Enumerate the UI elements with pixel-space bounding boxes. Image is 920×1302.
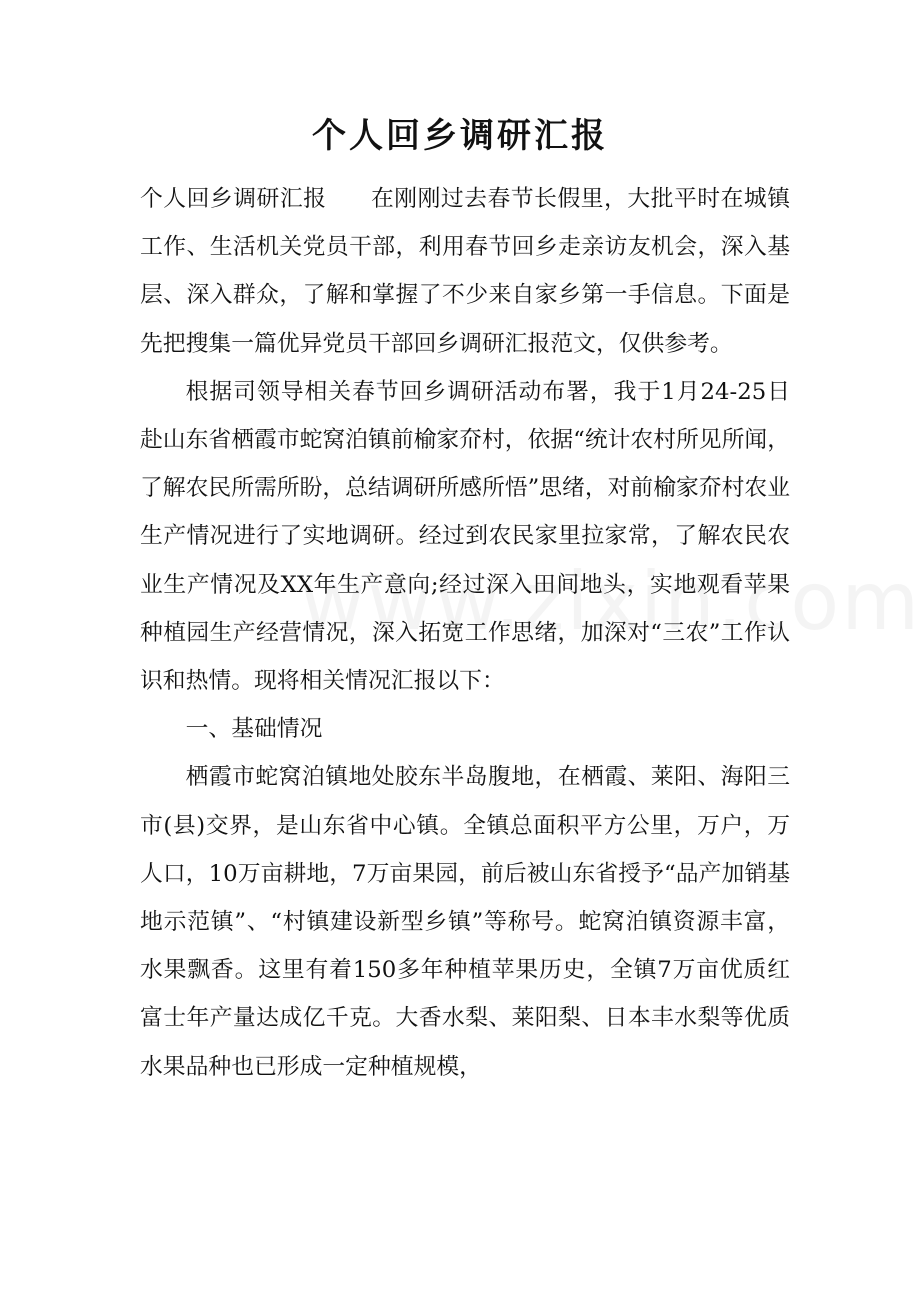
document-body bbox=[140, 175, 790, 1091]
document-title: 个人回乡调研汇报 bbox=[312, 116, 608, 156]
intro-paragraph bbox=[140, 175, 790, 368]
intro-label: 个人回乡调研汇报 bbox=[140, 186, 327, 212]
paragraph-1: 根据司领导相关春节回乡调研活动布署，我于1月24-25日赴山东省栖霞市蛇窝泊镇前榆家夼村，依据“统计农村所见所闻，了解农民所需所盼，总结调研所感所悟”思绪，对前榆家夼村农业生产情况进行了实地调研。经过到农民家里拉家常，了解农民农业生产情况及XX年生产意向;经过深入田间地头，实地观看苹果种植园生产经营情况，深入拓宽工作思绪，加深对“三农”工作认识和热情。现将相关情况汇报以下： bbox=[140, 378, 790, 695]
section-1-heading: 一、基础情况 bbox=[185, 716, 323, 743]
intro-text: 在刚刚过去春节长假里，大批平时在城镇工作、生活机关党员干部，利用春节回乡走亲访友机会，深入基层、深入群众，了解和掌握了不少来自家乡第一手信息。下面是先把搜集一篇优异党员干部回乡调研汇报范文，仅供参考。 bbox=[140, 186, 791, 357]
paragraph-2: 栖霞市蛇窝泊镇地处胶东半岛腹地，在栖霞、莱阳、海阳三市(县)交界，是山东省中心镇。全镇总面积平方公里，万户，万人口，10万亩耕地，7万亩果园，前后被山东省授予“品产加销基地示范镇”、“村镇建设新型乡镇”等称号。蛇窝泊镇资源丰富，水果飘香。这里有着150多年种植苹果历史，全镇7万亩优质红富士年产量达成亿千克。大香水梨、莱阳梨、日本丰水梨等优质水果品种也已形成一定种植规模， bbox=[140, 764, 790, 1080]
